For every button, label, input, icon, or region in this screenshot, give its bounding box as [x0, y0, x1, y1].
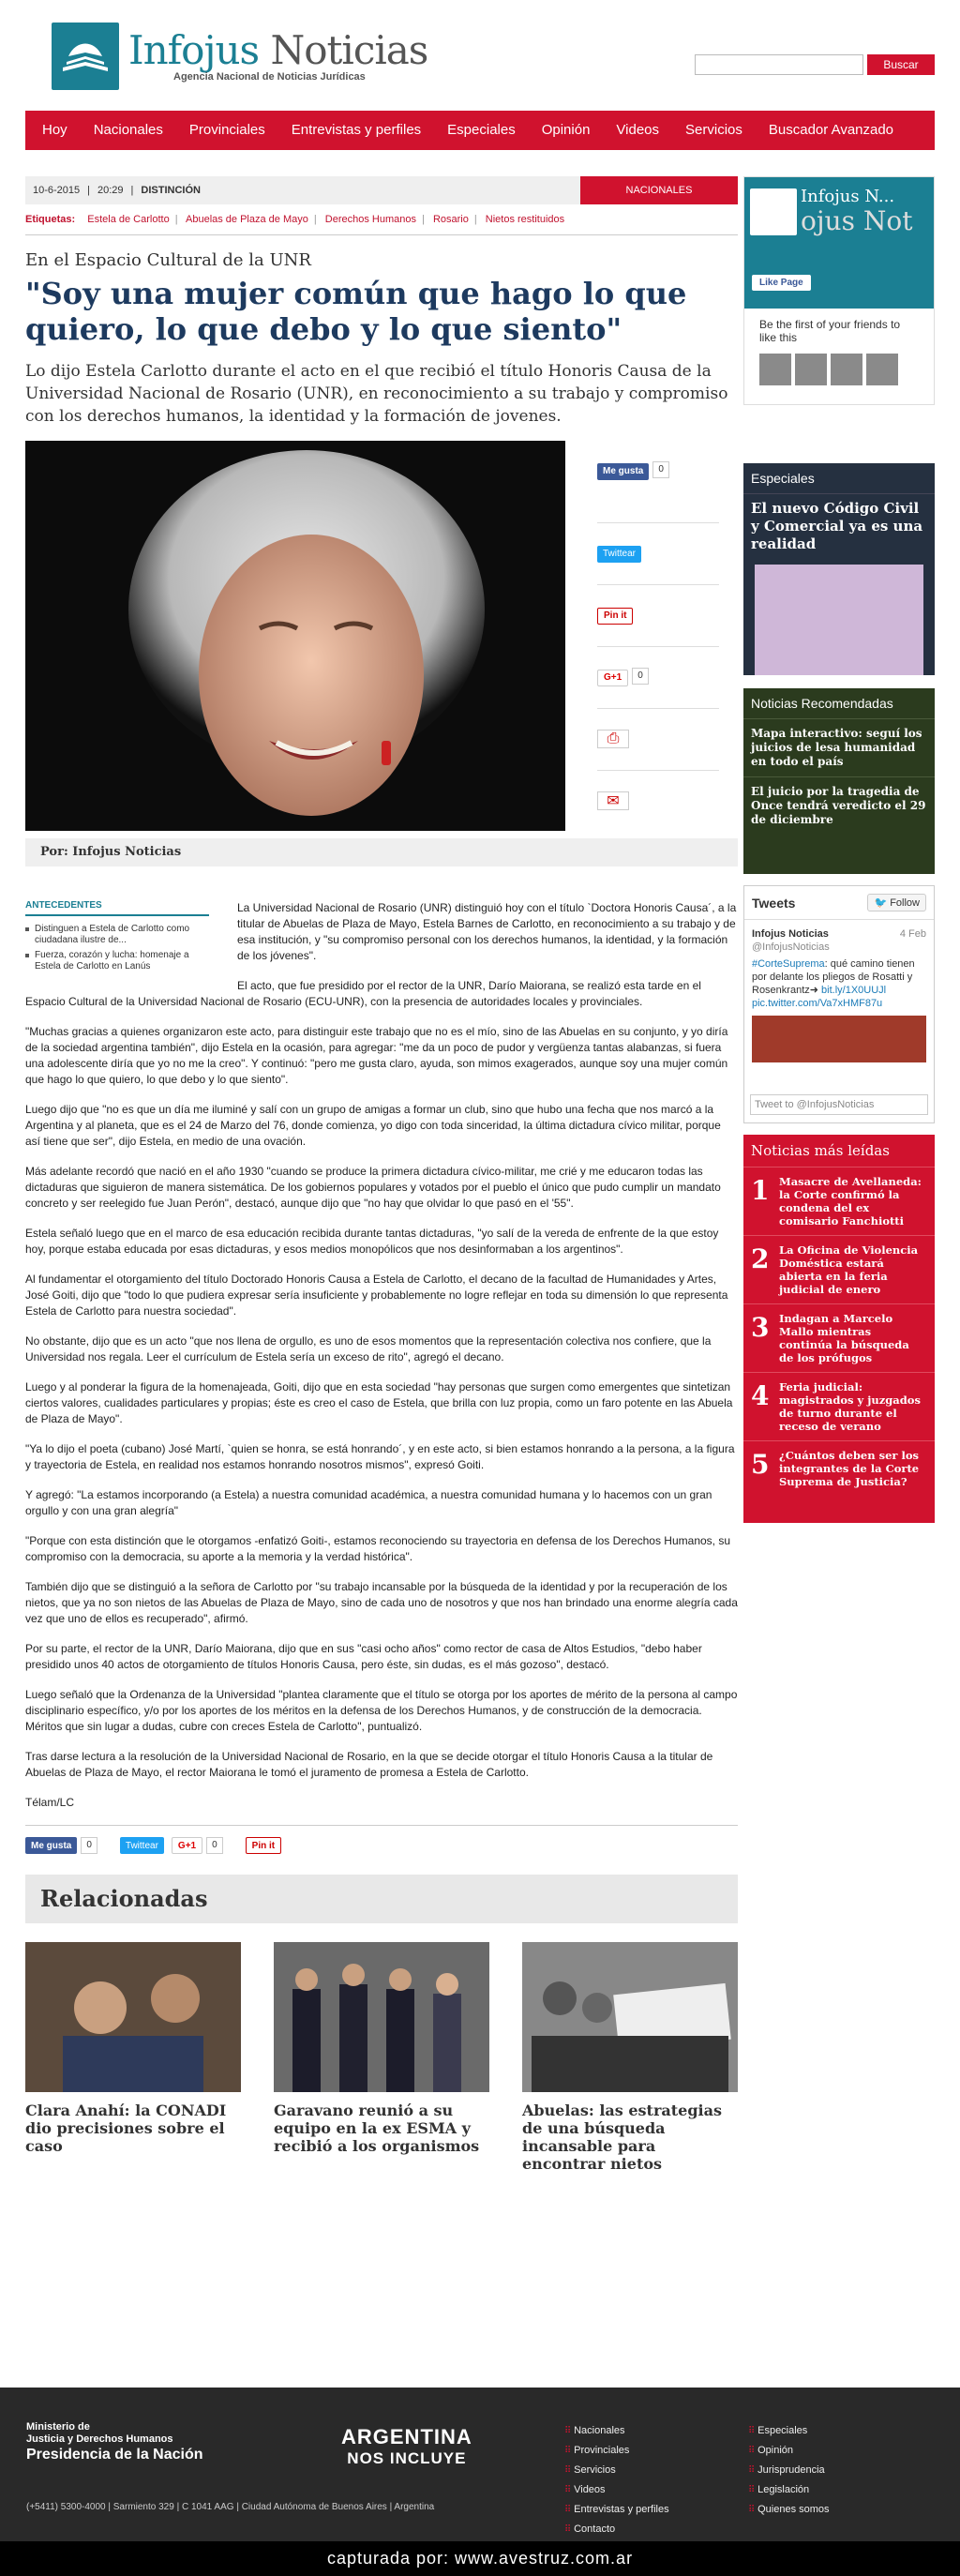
footer-link-quienes-somos[interactable]: ⠿ Quienes somos [748, 2500, 932, 2520]
recommended-item[interactable]: Mapa interactivo: seguí los juicios de lesa humanidad en todo el país [743, 719, 935, 777]
facebook-page-name[interactable]: Infojus N... [801, 187, 895, 206]
date-bar: 10-6-2015 | 20:29 | DISTINCIÓN NACIONALES [25, 176, 738, 204]
article-photo [25, 441, 565, 831]
rank-number: 5 [751, 1449, 770, 1480]
most-read-item[interactable] [743, 1372, 935, 1440]
logo-book-icon [52, 23, 119, 90]
nav-buscador[interactable]: Buscador Avanzado [768, 122, 894, 138]
capture-watermark: capturada por: www.avestruz.com.ar [0, 2541, 960, 2576]
facebook-count: 0 [81, 1837, 98, 1854]
logo-main: Infojus [128, 27, 260, 73]
facebook-like-button[interactable]: Me gusta [597, 463, 649, 480]
most-read-item[interactable] [743, 1167, 935, 1235]
related-item[interactable] [25, 1942, 241, 2173]
related-title: Relacionadas [25, 1875, 738, 1923]
avatar[interactable] [831, 354, 862, 385]
antecedentes-title: ANTECEDENTES [25, 900, 209, 916]
most-read-text: La Oficina de Violencia Doméstica estará abierta en la feria judicial de enero [779, 1243, 919, 1296]
sidebar [743, 176, 935, 1523]
email-icon[interactable]: ✉ [597, 791, 629, 810]
rank-number: 2 [751, 1243, 770, 1274]
article-source: Télam/LC [25, 1796, 75, 1809]
antecedente-link[interactable]: Distinguen a Estela de Carlotto como ciudadana ilustre de... [35, 924, 190, 945]
especiales-image[interactable] [755, 565, 923, 675]
recommended-title: Noticias Recomendadas [743, 688, 935, 719]
footer-link-especiales[interactable]: ⠿ Especiales [748, 2421, 932, 2441]
footer-link-nacionales[interactable]: ⠿ Nacionales [564, 2421, 748, 2441]
nav-provinciales[interactable]: Provinciales [188, 122, 265, 138]
site-logo[interactable] [52, 23, 428, 90]
article-column [25, 176, 738, 2173]
facebook-like-button[interactable]: Me gusta [25, 1837, 77, 1854]
related-image [274, 1942, 489, 2092]
facebook-page-logo [750, 188, 797, 235]
footer-link-opinion[interactable]: ⠿ Opinión [748, 2441, 932, 2461]
argentina-logo [341, 2425, 472, 2468]
nav-servicios[interactable]: Servicios [685, 122, 742, 138]
related-image [25, 1942, 241, 2092]
paragraph: Luego dijo que "no es que un día me iluminé y salí con un grupo de amigas a formar un club, sino que hubo una fecha que nos marcó a la Argentina y al planeta, que es el 24 de Marzo del 76, donde comienza, yo digo con toda sinceridad, la última dictadura cívico militar, porque así tiene que ser", dijo Estela, en medio de una ovación. [25, 1103, 721, 1148]
footer-link-contacto[interactable]: ⠿ Contacto [564, 2520, 748, 2539]
paragraph: Luego y al ponderar la figura de la homenajeada, Goiti, dijo que en esta sociedad "hay personas que surgen como emergentes que sintetizan ciertos valores, cualidades particulares y propias; éste es creo el caso de Estela, que brilla con luz propia, como un faro potente en las Abuela de Plaza de Mayo". [25, 1380, 733, 1425]
tweets-title: Tweets [752, 895, 796, 911]
paragraph: El acto, que fue presidido por el rector de la UNR, Darío Maiorana, se realizó esta tarde en el Espacio Cultural de la Universidad Nacional de Rosario (ECU-UNR), con la presencia de autoridades locales y provinciales. [25, 979, 701, 1008]
most-read-text: Feria judicial: magistrados y juzgados de turno durante el receso de verano [779, 1380, 921, 1433]
tweet [744, 920, 934, 1070]
logo-subtitle: Agencia Nacional de Noticias Jurídicas [173, 71, 366, 83]
most-read-text: ¿Cuántos deben ser los integrantes de la Corte Suprema de Justicia? [779, 1449, 920, 1488]
google-plus-button[interactable]: G+1 [597, 670, 628, 686]
avatar[interactable] [795, 354, 827, 385]
especiales-title: Especiales [743, 463, 935, 494]
most-read-text: Indagan a Marcelo Mallo mientras continúa la búsqueda de los prófugos [779, 1312, 909, 1364]
footer-links [564, 2421, 932, 2539]
ministry-logo[interactable] [26, 2421, 203, 2464]
tweet-button[interactable]: Twittear [597, 546, 641, 563]
related-image [522, 1942, 738, 2092]
article-kicker: En el Espacio Cultural de la UNR [25, 250, 311, 270]
article-time: 20:29 [98, 185, 124, 196]
logo-accent: Noticias [270, 27, 428, 73]
footer-link-videos[interactable]: ⠿ Videos [564, 2480, 748, 2500]
footer-link-entrevistas[interactable]: ⠿ Entrevistas y perfiles [564, 2500, 748, 2520]
footer-link-legislacion[interactable]: ⠿ Legislación [748, 2480, 932, 2500]
twitter-bird-icon: 🐦 [874, 897, 888, 909]
facebook-count: 0 [652, 461, 669, 478]
print-icon[interactable]: ⎙ [597, 730, 629, 748]
related-item-title: Clara Anahí: la CONADI dio precisiones sobre el caso [25, 2101, 227, 2155]
pinterest-button[interactable]: Pin it [597, 608, 633, 625]
paragraph: Más adelante recordó que nació en el año 1930 "cuando se produce la primera dictadura cívico-militar, me crié y me educaron todas las dictaduras que siguieron de manera sistemática. De los gobiernos populares y votados por el pueblo el único que pudo cumplir un mandato concreto y ser reelegido fue Juan Perón", destacó, aunque dijo que "no hay que olvidar lo que pasó en el '55". [25, 1165, 721, 1210]
related-list [25, 1942, 738, 2173]
tag-link[interactable]: Derechos Humanos [324, 214, 417, 225]
facebook-widget [743, 176, 935, 405]
tag-link[interactable]: Abuelas de Plaza de Mayo [186, 214, 308, 225]
paragraph: También dijo que se distinguió a la señora de Carlotto por "su trabajo incansable por la búsqueda de la identidad y por la recuperación de los nietos, que ya no son nietos de las Abuelas de Plaza de Mayo, sino de cada uno de nosotros y que nos han brindado una enorme alegría cada vez que uno de ellos es recuperado", afirmó. [25, 1580, 738, 1625]
nav-nacionales[interactable]: Nacionales [93, 122, 163, 138]
tags-label: Etiquetas: [25, 214, 76, 225]
most-read-text: Masacre de Avellaneda: la Corte confirmó la condena del ex comisario Fanchiotti [779, 1175, 922, 1228]
related-item-title: Abuelas: las estrategias de una búsqueda incansable para encontrar nietos [522, 2101, 722, 2173]
article-body [25, 900, 738, 1854]
paragraph: Tras darse lectura a la resolución de la Universidad Nacional de Rosario, en la que se decide otorgar el título Honoris Causa a la titular de Abuelas de Plaza de Mayo, el rector Maiorana le tomó el juramento de promesa a Estela de Carlotto. [25, 1750, 713, 1779]
most-read-item[interactable] [743, 1440, 935, 1500]
tweet-url[interactable]: bit.ly/1X0UUJl pic.twitter.com/Va7xHMF87u [752, 985, 887, 1009]
paragraph: "Ya lo dijo el poeta (cubano) José Martí, `quien se honra, se está honrando´, y en este acto, si bien estamos honrando a la persona, a la figura y trayectoria de Estela, en realidad nos estamos honrando nosotros mismos", expresó Goiti. [25, 1442, 735, 1471]
nav-entrevistas[interactable]: Entrevistas y perfiles [291, 122, 422, 138]
tag-link[interactable]: Nietos restituidos [485, 214, 565, 225]
footer-link-jurisprudencia[interactable]: ⠿ Jurisprudencia [748, 2461, 932, 2480]
tweet-date[interactable]: 4 Feb [899, 928, 926, 940]
search-button[interactable]: Buscar [867, 54, 935, 75]
search-input[interactable] [695, 54, 863, 75]
most-read-item[interactable] [743, 1235, 935, 1303]
footer-address: (+5411) 5300-4000 | Sarmiento 329 | C 1041 AAG | Ciudad Autónoma de Buenos Aires | Argentina [26, 2502, 435, 2512]
paragraph: "Porque con esta distinción que le otorgamos -enfatizó Goiti-, estamos reconociendo su trayectoria en defensa de los Derechos Humanos, su compromiso con la democracia, su aporte a la memoria y la verdad histórica". [25, 1534, 731, 1563]
google-plus-button[interactable]: G+1 [172, 1837, 202, 1854]
related-item-title: Garavano reunió a su equipo en la ex ESMA y recibió a los organismos [274, 2101, 480, 2155]
tweet-to-input[interactable]: Tweet to @InfojusNoticias [750, 1094, 928, 1115]
paragraph: La Universidad Nacional de Rosario (UNR) distinguió hoy con el título `Doctora Honoris Causa´, a la titular de Abuelas de Plaza de Mayo, Estela Barnes de Carlotto, en reconocimiento a su trabajo y de esa institución, y "su compromiso personal con los derechos humanos, la identidad, y la formación de los jóvenes". [237, 901, 737, 962]
recommended-box [743, 688, 935, 874]
facebook-avatars [744, 354, 934, 385]
paragraph: Al fundamentar el otorgamiento del título Doctorado Honoris Causa a Estela de Carlotto, el decano de la facultad de Humanidades y Artes, José Goiti, dijo que "todo lo que pudiera expresar sería insuficiente y probablemente no logre reflejar en toda su dimensión lo que representa Estela de Carlotto para nuestra sociedad". [25, 1273, 728, 1318]
footer-link-servicios[interactable]: ⠿ Servicios [564, 2461, 748, 2480]
search-form [695, 54, 935, 75]
related-item[interactable] [274, 1942, 489, 2173]
article-author: Por: Infojus Noticias [25, 838, 738, 866]
site-header [25, 0, 935, 111]
twitter-follow-button[interactable] [867, 894, 926, 911]
tweet-text: : qué camino tienen por delante los pliegos de Rosatti y Rosenkrantz➜ [752, 958, 915, 996]
tweet-handle[interactable]: @InfojusNoticias [752, 942, 830, 953]
related-item[interactable] [522, 1942, 738, 2173]
pinterest-button[interactable]: Pin it [246, 1837, 281, 1854]
share-panel [597, 461, 719, 833]
nav-hoy[interactable]: Hoy [42, 122, 68, 138]
ministry-line-2: Justicia y Derechos Humanos [26, 2433, 173, 2445]
argentina-line-2: NOS INCLUYE [347, 2449, 467, 2467]
paragraph: No obstante, dijo que es un acto "que nos llena de orgullo, es uno de esos momentos que la representación colectiva nos confiere, que la Universidad nos regala. Leer el currículum de Estela sería un exceso de rito", agregó el decano. [25, 1334, 712, 1363]
antecedente-link[interactable]: Fuerza, corazón y lucha: homenaje a Estela de Carlotto en Lanús [35, 950, 189, 972]
rank-number: 3 [751, 1312, 770, 1343]
twitter-follow-label: Follow [890, 897, 920, 909]
avatar[interactable] [866, 354, 898, 385]
rank-number: 1 [751, 1175, 770, 1206]
google-plus-count: 0 [206, 1837, 223, 1854]
argentina-line-1: ARGENTINA [341, 2425, 472, 2448]
tag-link[interactable]: Rosario [432, 214, 469, 225]
tweet-image[interactable] [752, 1016, 926, 1062]
twitter-widget [743, 885, 935, 1123]
most-read-box [743, 1135, 935, 1523]
paragraph: Luego señaló que la Ordenanza de la Universidad "plantea claramente que el título se otorga por los aportes de mérito de la persona al campo disciplinario específico, y/o por los aportes de los méritos en la defensa de los Derechos Humanos, y de construcción de la democracia. Méritos que sin lugar a dudas, cubre con creces Estela de Carlotto", puntualizó. [25, 1688, 738, 1733]
article-title: "Soy una mujer común que hago lo que quiero, lo que debo y lo que siento" [25, 276, 687, 347]
tweet-hashtag[interactable]: #CorteSuprema [752, 958, 825, 970]
facebook-friends-text: Be the first of your friends to like this [759, 318, 901, 344]
nav-opinion[interactable]: Opinión [541, 122, 591, 138]
especiales-headline[interactable]: El nuevo Código Civil y Comercial ya es una realidad [751, 500, 923, 552]
share-bar-bottom [25, 1825, 738, 1854]
article-lead: Lo dijo Estela Carlotto durante el acto en el que recibió el título Honoris Causa de la Universidad Nacional de Rosario (UNR), en reconocimiento a su trabajo y compromiso con los derechos humanos, la identidad y la formación de jovenes. [25, 362, 728, 426]
paragraph: Estela señaló luego que en el marco de esa educación recibida durante tantas dictaduras, "yo salí de la vereda de enfrente de la que estoy hoy, porque estaba educada por esas dictaduras, y esos medios monopólicos que nos desinformaban a los argentinos". [25, 1227, 719, 1256]
facebook-like-page-button[interactable]: Like Page [752, 275, 811, 291]
main-nav [25, 111, 935, 150]
especiales-box [743, 463, 935, 675]
most-read-item[interactable] [743, 1303, 935, 1372]
nav-especiales[interactable]: Especiales [447, 122, 516, 138]
rank-number: 4 [751, 1380, 770, 1411]
ministry-line-1: Ministerio de [26, 2421, 90, 2433]
article-date: 10-6-2015 [33, 185, 81, 196]
nav-videos[interactable]: Videos [616, 122, 660, 138]
tweet-account[interactable]: Infojus Noticias [752, 928, 829, 940]
most-read-title: Noticias más leídas [751, 1142, 890, 1159]
article-distincion: DISTINCIÓN [141, 185, 201, 196]
footer-link-provinciales[interactable]: ⠿ Provinciales [564, 2441, 748, 2461]
facebook-cover-text: ojus Not [801, 205, 913, 236]
recommended-item[interactable]: El juicio por la tragedia de Once tendrá veredicto el 29 de diciembre [751, 785, 926, 826]
tags-bar: Etiquetas: Estela de Carlotto | Abuelas de Plaza de Mayo | Derechos Humanos | Rosario | Nietos restituidos [25, 204, 738, 235]
antecedentes-box [25, 900, 209, 976]
paragraph: Por su parte, el rector de la UNR, Darío Maiorana, dijo que en sus "casi ocho años" como rector de casa de Altos Estudios, "debo haber presidido unos 40 actos de otorgamiento de títulos Honoris Causa, pero éste, sin dudas, es el más gozoso", destacó. [25, 1642, 702, 1671]
tweet-button[interactable]: Twittear [120, 1837, 164, 1854]
paragraph: "Muchas gracias a quienes organizaron este acto, para distinguir este trabajo que no es el mío, sino de las Abuelas en su conjunto, y yo diría de la sociedad argentina también", dijo Estela en la ocasión, para agregar: "me da un poco de pudor y vergüenza tantas alabanzas, si fuera una adolescente diría que yo no me la creo". Y continuó: "pero me gusta claro, ayuda, son mimos exagerados, aunque soy una mujer común que hago lo que quiero, lo que debo y lo que siento". [25, 1025, 728, 1086]
ministry-line-3: Presidencia de la Nación [26, 2447, 203, 2463]
paragraph: Y agregó: "La estamos incorporando (a Estela) a nuestra comunidad académica, a nuestra comunidad humana y lo hacemos con un gran orgullo y con una gran alegría" [25, 1488, 712, 1517]
category-badge[interactable]: NACIONALES [580, 176, 738, 204]
avatar[interactable] [759, 354, 791, 385]
google-plus-count: 0 [632, 668, 649, 685]
tag-link[interactable]: Estela de Carlotto [87, 214, 170, 225]
